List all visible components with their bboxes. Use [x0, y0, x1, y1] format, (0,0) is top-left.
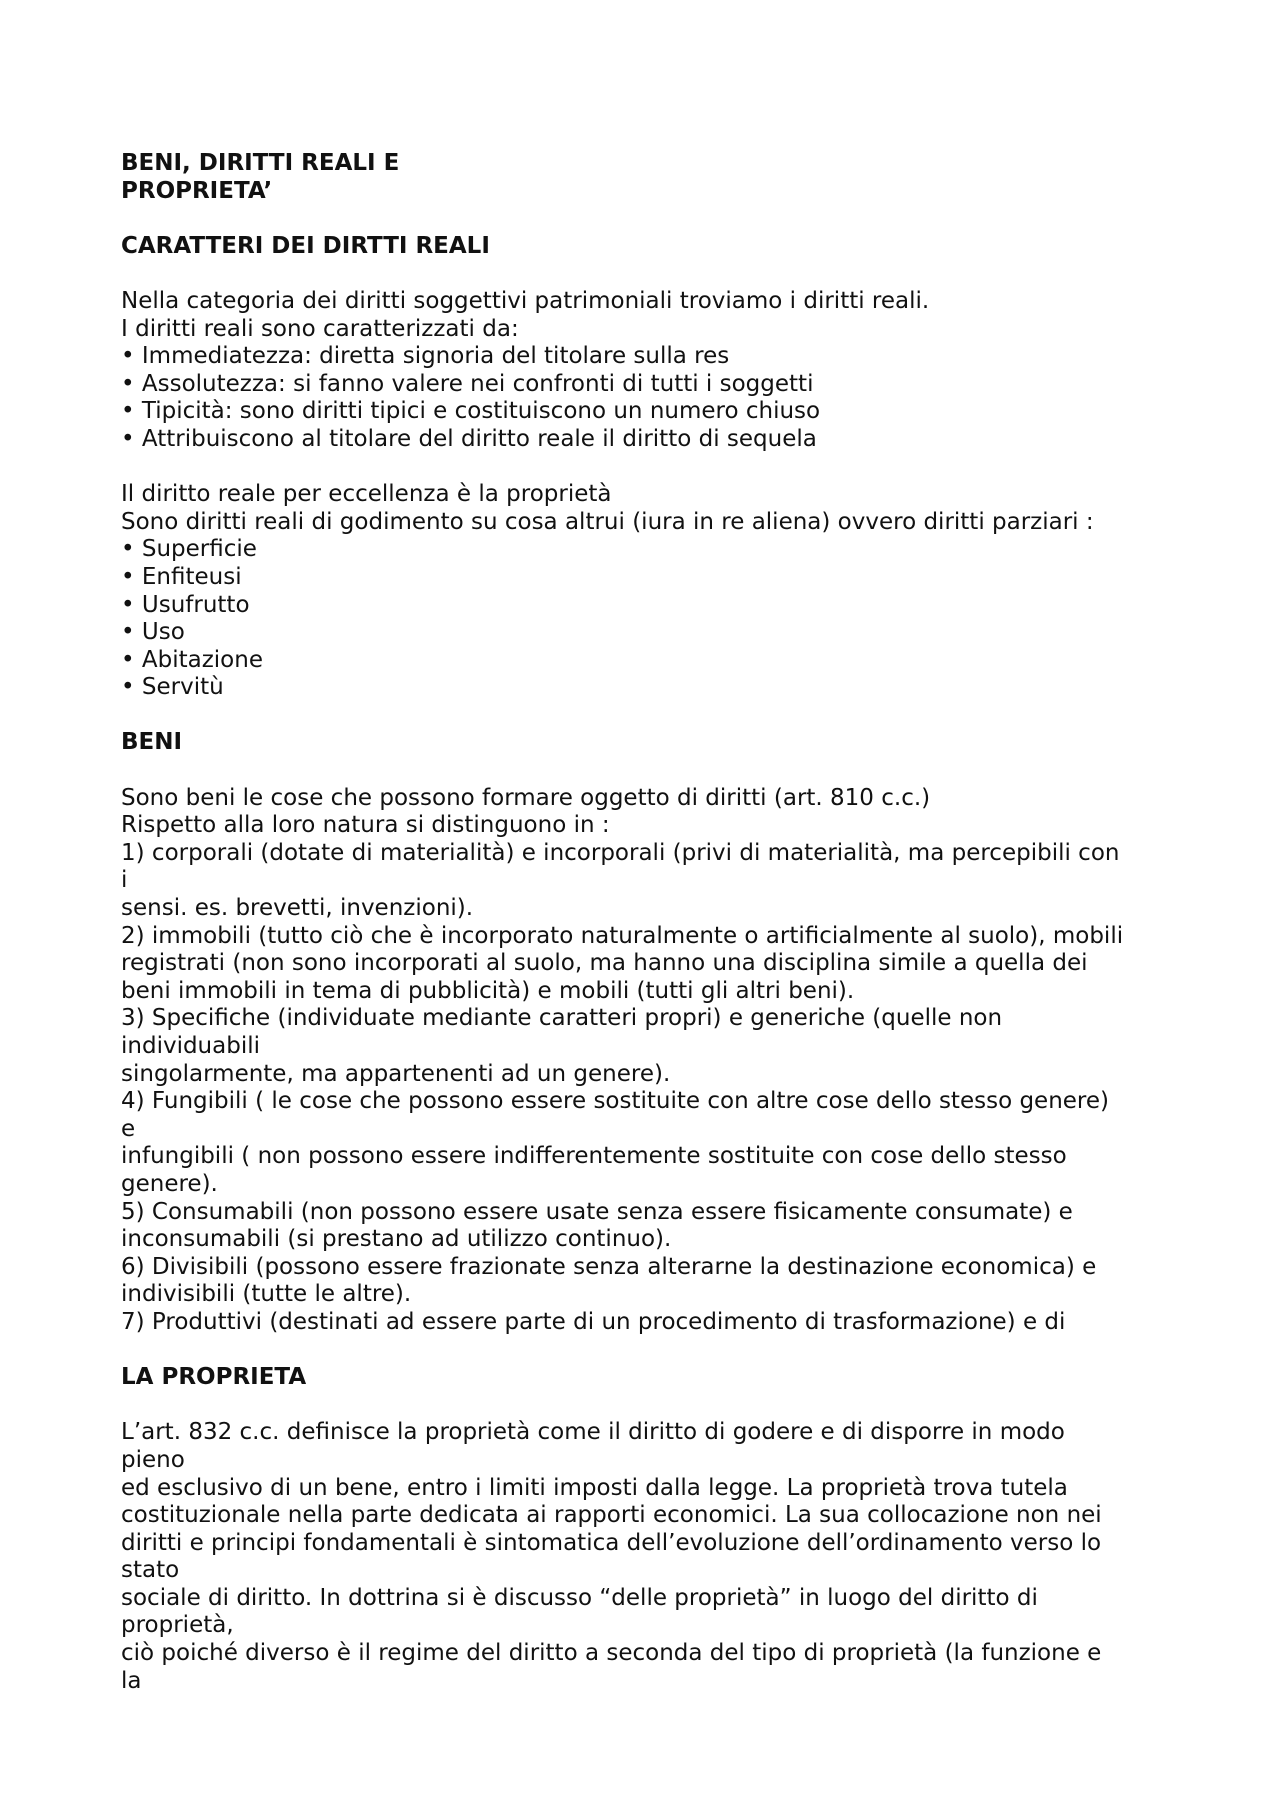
spacer — [121, 454, 1171, 482]
title-line: BENI, DIRITTI REALI E — [121, 150, 400, 176]
text-line: Sono diritti reali di godimento su cosa altrui (iura in re aliena) ovvero diritti parziari : — [121, 508, 1094, 535]
text-line: pieno — [121, 1446, 185, 1473]
bullet-item: • Superficie — [121, 536, 257, 563]
text-line: inconsumabili (si prestano ad utilizzo continuo). — [121, 1226, 672, 1253]
spacer — [121, 205, 1171, 233]
text-line: singolarmente, ma appartenenti ad un genere). — [121, 1060, 671, 1087]
text-line: 1) corporali (dotate di materialità) e incorporali (privi di materialità, ma percepibili con — [121, 839, 1120, 866]
text-line: ed esclusivo di un bene, entro i limiti imposti dalla legge. La proprietà trova tutela — [121, 1474, 1068, 1501]
paragraph — [121, 481, 1171, 702]
text-line: Sono beni le cose che possono formare oggetto di diritti (art. 810 c.c.) — [121, 784, 931, 811]
paragraph — [121, 1419, 1171, 1695]
spacer — [121, 1337, 1171, 1365]
text-line: beni immobili in tema di pubblicità) e mobili (tutti gli altri beni). — [121, 977, 855, 1004]
text-line: 6) Divisibili (possono essere frazionate senza alterarne la destinazione economica) e — [121, 1253, 1097, 1280]
bullet-item: • Immediatezza: diretta signoria del titolare sulla res — [121, 343, 730, 370]
section-heading: BENI — [121, 729, 183, 756]
text-line: proprietà, — [121, 1612, 234, 1639]
bullet-item: • Tipicità: sono diritti tipici e costituiscono un numero chiuso — [121, 398, 821, 425]
text-line: individuabili — [121, 1033, 260, 1059]
section-caratteri — [121, 233, 1171, 702]
spacer — [121, 1392, 1171, 1420]
paragraph — [121, 288, 1171, 454]
bullet-item: • Attribuiscono al titolare del diritto reale il diritto di sequela — [121, 425, 817, 452]
text-line: genere). — [121, 1170, 218, 1197]
text-line: 7) Produttivi (destinati ad essere parte di un procedimento di trasformazione) e di — [121, 1308, 1066, 1335]
text-line: infungibili ( non possono essere indifferentemente sostituite con cose dello stesso — [121, 1143, 1067, 1170]
text-line: diritti e principi fondamentali è sintomatica dell’evoluzione dell’ordinamento verso lo — [121, 1529, 1102, 1556]
text-line: i — [121, 867, 128, 894]
text-line: 2) immobili (tutto ciò che è incorporato naturalmente o artificialmente al suolo), mobili — [121, 922, 1124, 949]
spacer — [121, 260, 1171, 288]
bullet-item: • Usufrutto — [121, 591, 250, 618]
title-line: PROPRIETA’ — [121, 177, 273, 204]
section-proprieta — [121, 1364, 1171, 1695]
text-line: sociale di diritto. In dottrina si è discusso “delle proprietà” in luogo del diritto di — [121, 1584, 1038, 1611]
section-heading: LA PROPRIETA — [121, 1364, 307, 1391]
bullet-item: • Abitazione — [121, 646, 263, 673]
text-line: sensi. es. brevetti, invenzioni). — [121, 895, 474, 922]
text-line: 5) Consumabili (non possono essere usate senza essere fisicamente consumate) e — [121, 1198, 1073, 1225]
bullet-item: • Servitù — [121, 674, 224, 701]
document-title — [121, 150, 1171, 205]
text-line: e — [121, 1115, 136, 1142]
text-line: registrati (non sono incorporati al suolo, ma hanno una disciplina simile a quella dei — [121, 950, 1088, 977]
section-heading: CARATTERI DEI DIRTTI REALI — [121, 232, 490, 259]
text-line: Il diritto reale per eccellenza è la proprietà — [121, 481, 612, 508]
text-line: stato — [121, 1557, 180, 1584]
bullet-item: • Enfiteusi — [121, 563, 242, 590]
text-line: Nella categoria dei diritti soggettivi patrimoniali troviamo i diritti reali. — [121, 287, 930, 314]
bullet-item: • Uso — [121, 619, 185, 646]
text-line: la — [121, 1667, 142, 1694]
text-line: 4) Fungibili ( le cose che possono essere sostituite con altre cose dello stesso genere) — [121, 1088, 1110, 1115]
text-line: I diritti reali sono caratterizzati da: — [121, 315, 519, 342]
paragraph — [121, 785, 1171, 1337]
text-line: 3) Specifiche (individuate mediante caratteri propri) e generiche (quelle non — [121, 1005, 1003, 1032]
document-page — [121, 150, 1171, 1695]
text-line: ciò poiché diverso è il regime del diritto a seconda del tipo di proprietà (la funzione e — [121, 1640, 1102, 1667]
section-beni — [121, 729, 1171, 1336]
text-line: indivisibili (tutte le altre). — [121, 1281, 412, 1308]
spacer — [121, 702, 1171, 730]
text-line: Rispetto alla loro natura si distinguono in : — [121, 812, 610, 839]
bullet-item: • Assolutezza: si fanno valere nei confronti di tutti i soggetti — [121, 370, 814, 397]
text-line: costituzionale nella parte dedicata ai rapporti economici. La sua collocazione non nei — [121, 1502, 1102, 1529]
spacer — [121, 757, 1171, 785]
text-line: L’art. 832 c.c. definisce la proprietà come il diritto di godere e di disporre in modo — [121, 1419, 1065, 1446]
